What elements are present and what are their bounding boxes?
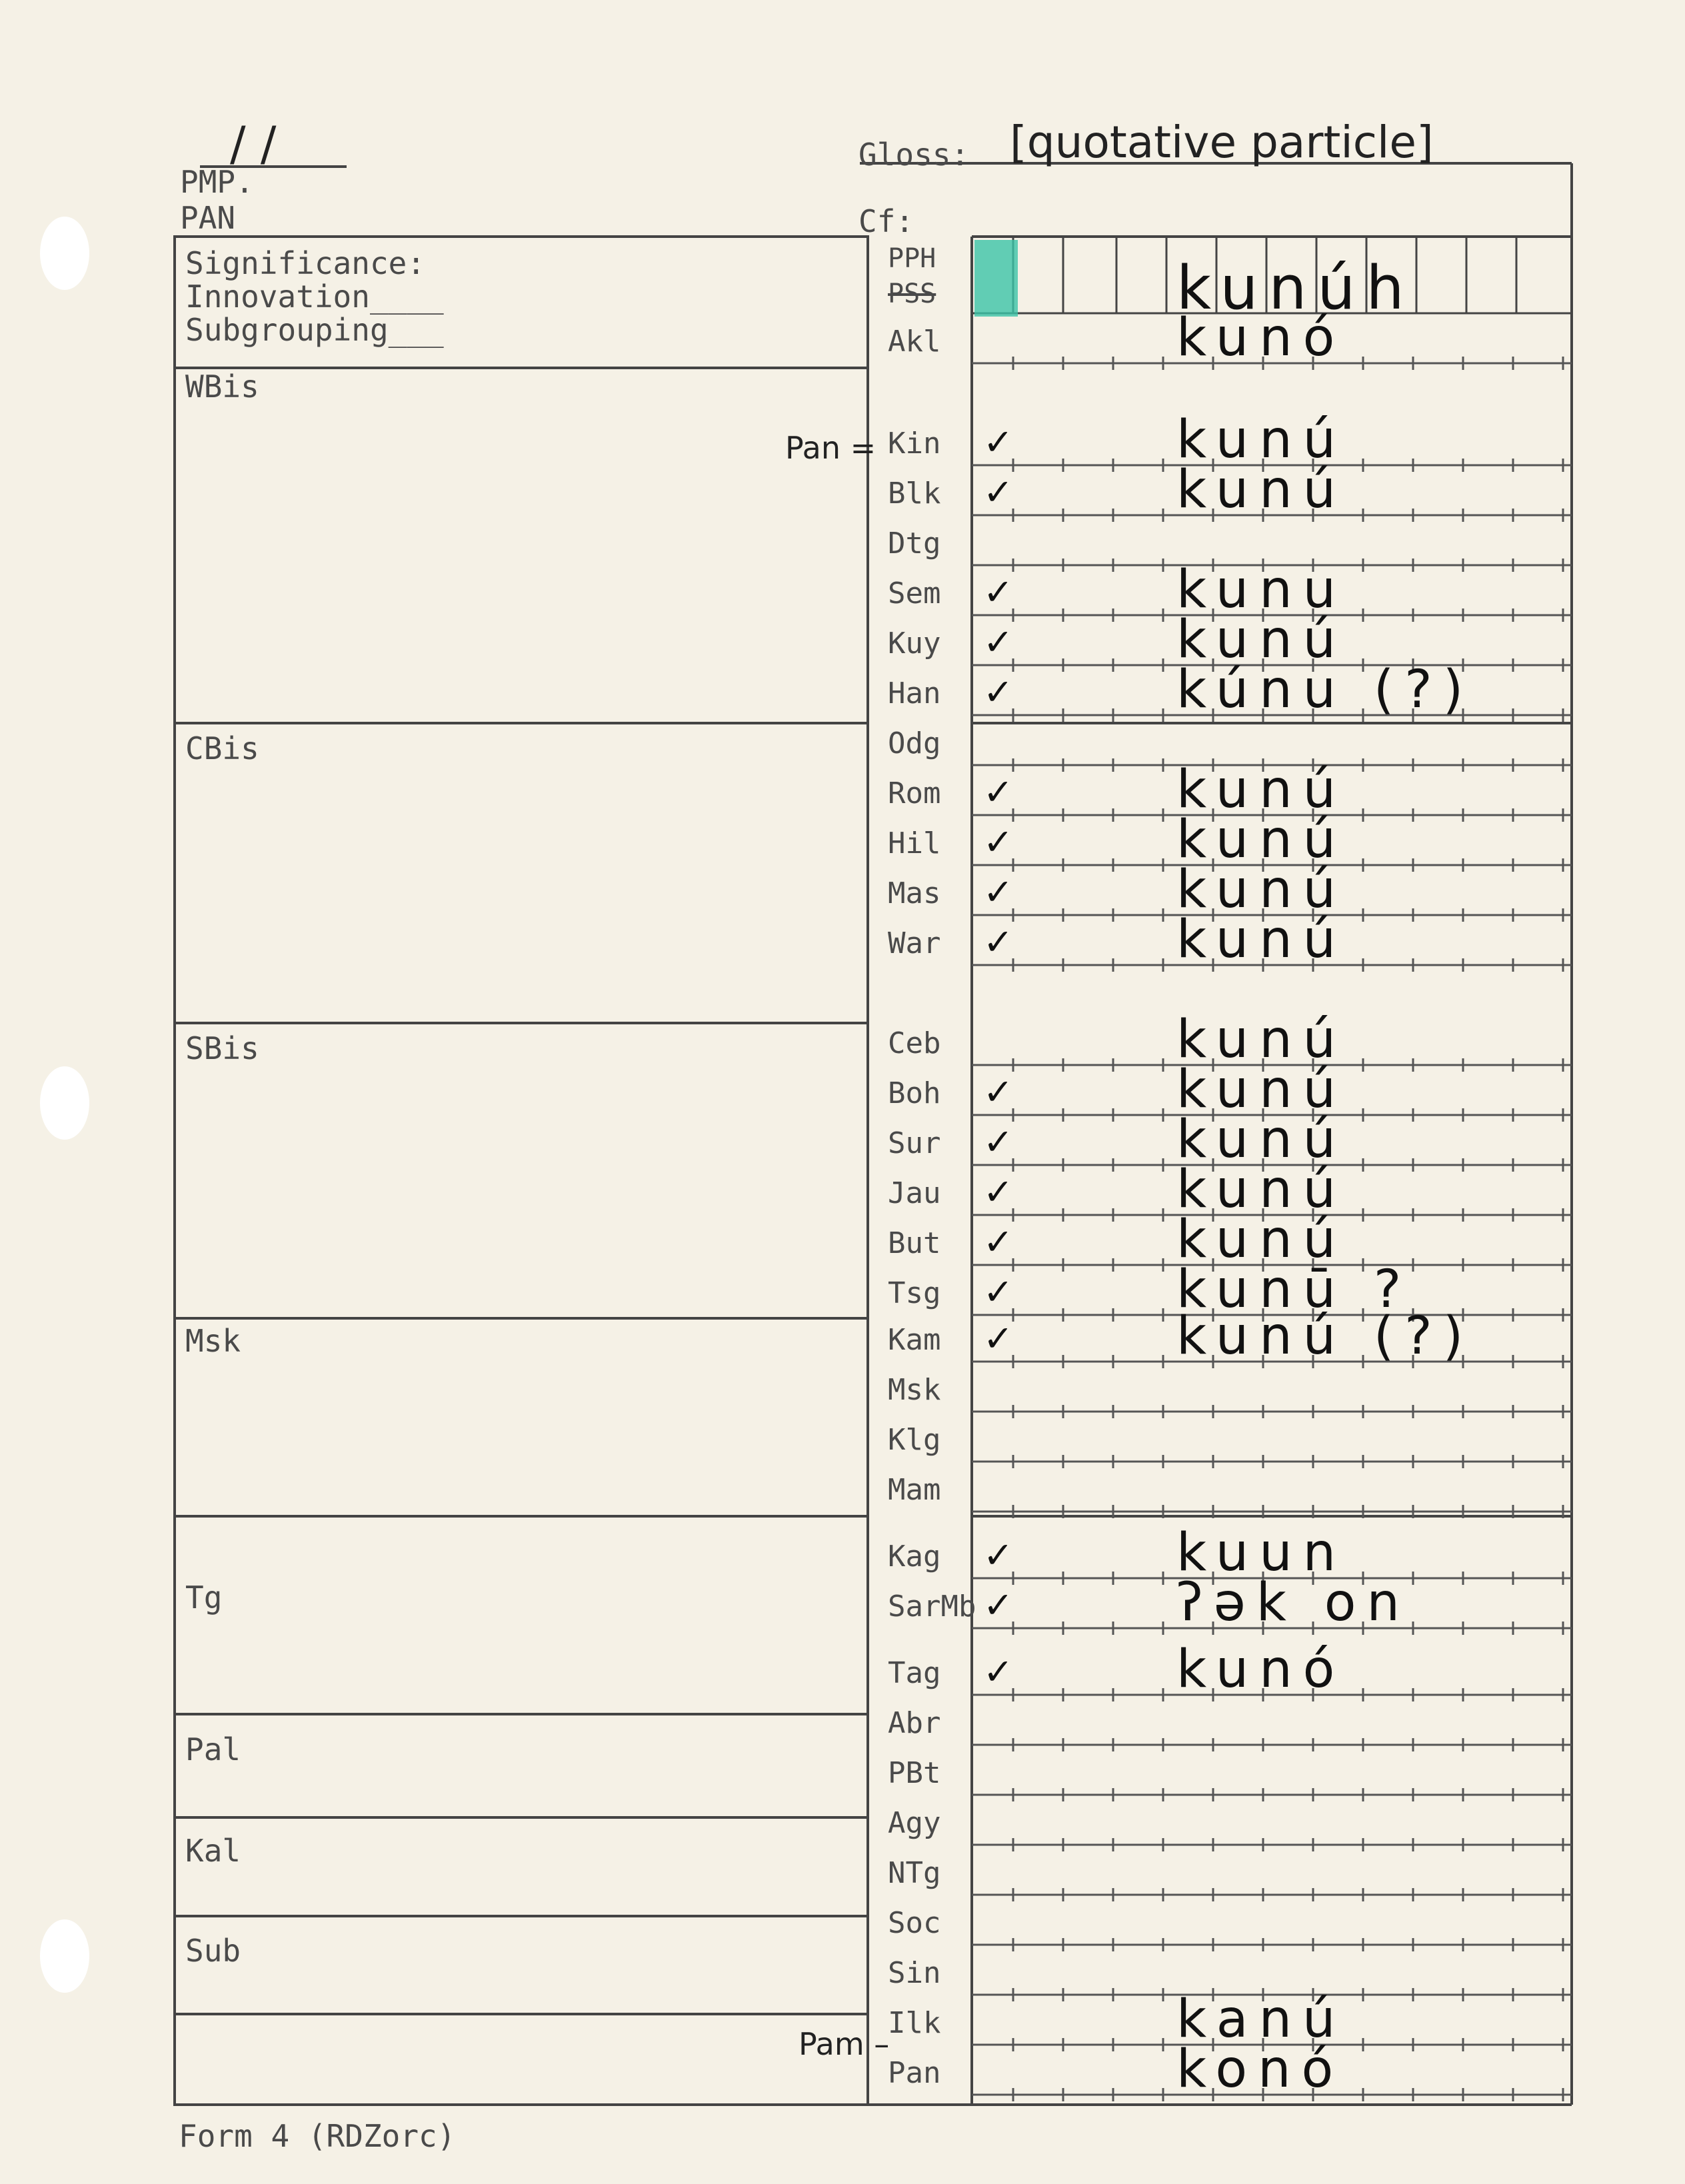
row-lang-label: War — [888, 926, 941, 960]
row-check-mark: ✓ — [983, 1534, 1014, 1576]
row-lang-label: Akl — [888, 325, 941, 359]
row-form: kunú — [1176, 460, 1347, 520]
row-form: kuun — [1176, 1523, 1347, 1583]
row-check-mark: ✓ — [983, 771, 1014, 813]
row-lang-label: SarMb — [888, 1590, 976, 1624]
kin-side-note: Pan = — [785, 430, 876, 466]
row-lang-label: Kuy — [888, 626, 941, 660]
row-form: kunú — [1176, 760, 1347, 820]
row-lang-label: Ilk — [888, 2006, 941, 2040]
row-form: kunú — [1176, 910, 1347, 970]
row-check-mark: ✓ — [983, 1271, 1014, 1313]
pan-label: PAN — [180, 200, 236, 236]
row-lang-label: Boh — [888, 1076, 941, 1110]
ilk-side-note: Pam – — [799, 2026, 890, 2062]
row-lang-label: Sin — [888, 1956, 941, 1990]
row-form: kunu — [1176, 560, 1347, 620]
row-lang-label: Sur — [888, 1126, 941, 1160]
row-form: kunú — [1176, 1060, 1347, 1120]
group-label-sub: Sub — [185, 1933, 241, 1969]
row-check-mark: ✓ — [983, 1221, 1014, 1263]
row-lang-label: Abr — [888, 1706, 941, 1740]
group-label-pal: Pal — [185, 1731, 241, 1767]
row-lang-label: Msk — [888, 1373, 941, 1407]
row-form: kunū ? — [1176, 1260, 1412, 1320]
pmp-label: PMP. — [180, 164, 254, 200]
row-check-mark: ✓ — [983, 1318, 1014, 1360]
proto-label: PPH — [888, 243, 936, 274]
row-check-mark: ✓ — [983, 1584, 1014, 1626]
row-check-mark: ✓ — [983, 671, 1014, 713]
subgrouping-label: Subgrouping___ — [185, 312, 444, 348]
row-lang-label: Mas — [888, 876, 941, 910]
pmp-marks: / / — [230, 117, 277, 171]
group-label-kal: Kal — [185, 1833, 241, 1869]
row-check-mark: ✓ — [983, 821, 1014, 863]
proto-form: kunúh — [1176, 253, 1415, 323]
group-label-cbis: CBis — [185, 730, 259, 766]
row-form: kunú — [1176, 410, 1347, 470]
gloss-value: [quotative particle] — [1010, 117, 1434, 168]
row-lang-label: Dtg — [888, 527, 941, 560]
row-check-mark: ✓ — [983, 871, 1014, 913]
row-lang-label: NTg — [888, 1856, 941, 1890]
row-lang-label: But — [888, 1226, 941, 1260]
row-check-mark: ✓ — [983, 1171, 1014, 1213]
row-lang-label: Mam — [888, 1473, 941, 1507]
row-lang-label: Hil — [888, 826, 941, 860]
row-form: kunú — [1176, 1010, 1347, 1070]
row-lang-label: Kin — [888, 427, 941, 461]
row-check-mark: ✓ — [983, 1121, 1014, 1163]
innovation-label: Innovation____ — [185, 279, 444, 315]
row-lang-label: Rom — [888, 776, 941, 810]
row-form: kanú — [1176, 1989, 1346, 2049]
row-form: kunú — [1176, 860, 1347, 920]
row-form: kunú (?) — [1176, 1306, 1474, 1366]
row-form: kunú — [1176, 1110, 1347, 1170]
row-form: konó — [1176, 2039, 1344, 2099]
row-lang-label: Tsg — [888, 1276, 941, 1310]
cf-label: Cf: — [858, 203, 914, 239]
row-form: kunú — [1176, 1210, 1347, 1270]
row-lang-label: Agy — [888, 1806, 941, 1840]
row-form: kunú — [1176, 610, 1347, 670]
row-form: ʔək on — [1176, 1573, 1410, 1633]
group-label-wbis: WBis — [185, 369, 259, 405]
row-check-mark: ✓ — [983, 921, 1014, 963]
row-lang-label: Kag — [888, 1540, 941, 1574]
form-footer: Form 4 (RDZorc) — [179, 2118, 456, 2154]
significance-title: Significance: — [185, 245, 426, 281]
row-lang-label: PBt — [888, 1756, 941, 1790]
row-lang-label: Odg — [888, 726, 941, 760]
row-form: kunó — [1176, 1639, 1346, 1699]
row-lang-label: Ceb — [888, 1026, 941, 1060]
row-lang-label: Sem — [888, 576, 941, 610]
row-lang-label: Tag — [888, 1656, 941, 1690]
gloss-label: Gloss: — [858, 137, 970, 173]
row-check-mark: ✓ — [983, 421, 1014, 463]
group-label-msk: Msk — [185, 1323, 241, 1359]
row-lang-label: Pan — [888, 2056, 941, 2090]
row-check-mark: ✓ — [983, 571, 1014, 613]
row-lang-label: Jau — [888, 1176, 941, 1210]
row-check-mark: ✓ — [983, 1651, 1014, 1693]
proto-struck-label: PSS — [888, 279, 936, 309]
row-check-mark: ✓ — [983, 621, 1014, 663]
row-form: kunú — [1176, 1160, 1347, 1220]
highlight-mark — [974, 240, 1018, 317]
group-label-sbis: SBis — [185, 1030, 259, 1066]
row-lang-label: Blk — [888, 477, 941, 511]
row-lang-label: Kam — [888, 1323, 941, 1357]
group-label-tg: Tg — [185, 1580, 223, 1616]
row-form: kunó — [1176, 308, 1346, 368]
row-lang-label: Han — [888, 676, 941, 710]
row-lang-label: Klg — [888, 1423, 941, 1457]
row-check-mark: ✓ — [983, 1071, 1014, 1113]
row-check-mark: ✓ — [983, 471, 1014, 513]
row-lang-label: Soc — [888, 1906, 941, 1940]
row-form: kúnu (?) — [1176, 660, 1474, 720]
row-form: kunú — [1176, 810, 1347, 870]
